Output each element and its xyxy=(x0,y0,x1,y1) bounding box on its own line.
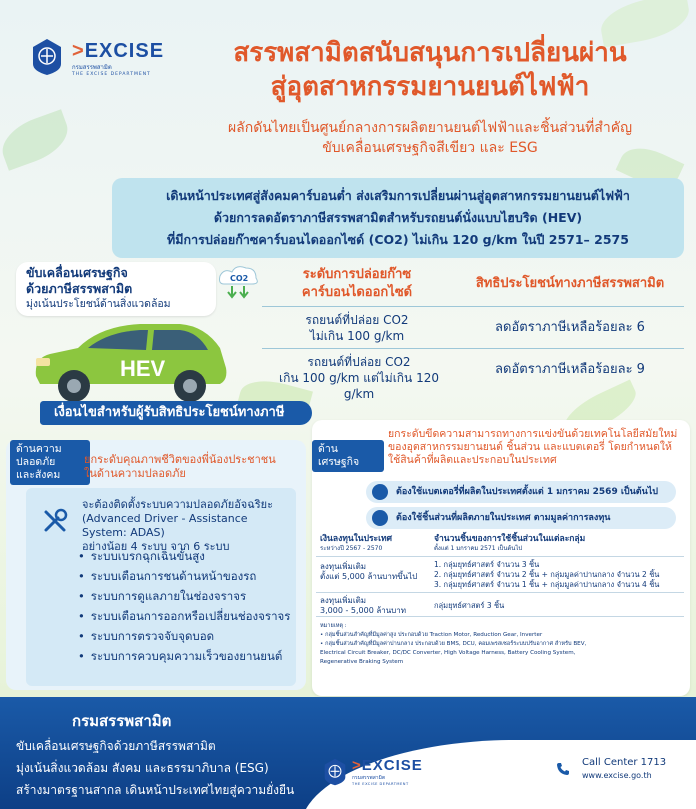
parts-row-2: กลุ่มยุทธ์ศาสตร์ 3 ชิ้น xyxy=(434,601,505,610)
battery-icon xyxy=(372,484,388,500)
list-item: • ระบบการควบคุมความเร็วของยานยนต์ xyxy=(78,646,298,666)
note-line: หมายเหตุ : xyxy=(320,623,347,629)
list-item: • ระบบการตรวจจับจุดบอด xyxy=(78,626,298,646)
parts-subheader: ตั้งแต่ 1 มกราคม 2571 เป็นต้นไป xyxy=(434,545,523,552)
investment-row-2-line-2: 3,000 - 5,000 ล้านบาท xyxy=(320,606,407,615)
social-tag-line-1: ด้านความปลอดภัย xyxy=(16,443,62,468)
page-subtitle xyxy=(180,118,680,158)
economic-heading-line-3: ใช้สินค้าที่ผลิตและประกอบในประเทศ xyxy=(388,454,557,466)
parts-icon xyxy=(372,510,388,526)
emission-header-benefit: สิทธิประโยชน์ทางภาษีสรรพสามิต xyxy=(475,276,665,291)
co2-icon xyxy=(216,262,262,302)
intro-line-2: ด้วยการลดอัตราภาษีสรรพสามิตสำหรับรถยนต์นั่งแบบไฮบริด (HEV) xyxy=(213,210,583,225)
social-tag xyxy=(10,440,90,485)
list-item: • ระบบเตือนการชนด้านหน้าของรถ xyxy=(78,566,298,586)
emission-level-1-line-2: ไม่เกิน 100 g/km xyxy=(309,329,405,343)
subtitle-line-1: ผลักดันไทยเป็นศูนย์กลางการผลิตยานยนต์ไฟฟ้าและชิ้นส่วนที่สำคัญ xyxy=(227,120,633,136)
footer-logo-text-main: >EXCISE xyxy=(352,757,423,774)
logo-text-thai: กรมสรรพสามิต xyxy=(72,64,112,71)
investment-row-1 xyxy=(320,562,430,582)
adas-line-3: อย่างน้อย 4 ระบบ จาก 6 ระบบ xyxy=(82,540,230,553)
note-line: Regenerative Braking System xyxy=(320,659,404,665)
footer-line-1: ขับเคลื่อนเศรษฐกิจด้วยภาษีสรรพสามิต xyxy=(16,739,216,753)
call-center[interactable]: Call Center 1713 xyxy=(582,757,667,768)
speech-line-1: ขับเคลื่อนเศรษฐกิจ xyxy=(26,265,128,280)
investment-row-1-line-2: ตั้งแต่ 5,000 ล้านบาทขึ้นไป xyxy=(320,572,418,581)
speech-bubble xyxy=(16,262,216,316)
economic-notes xyxy=(320,622,680,667)
speech-line-3: มุ่งเน้นประโยชน์ด้านสิ่งแวดล้อม xyxy=(26,298,171,310)
battery-requirement-text: ต้องใช้แบตเตอรี่ที่ผลิตในประเทศตั้งแต่ 1 มกราคม 2569 เป็นต้นไป xyxy=(396,487,659,497)
title-line-1: สรรพสามิตสนับสนุนการเปลี่ยนผ่าน xyxy=(233,38,627,68)
emission-level-1-line-1: รถยนต์ที่ปล่อย CO2 xyxy=(305,313,409,327)
intro-box xyxy=(112,178,684,258)
emission-benefit-1: ลดอัตราภาษีเหลือร้อยละ 6 xyxy=(495,320,645,335)
phone-icon xyxy=(556,762,570,776)
parts-row-1 xyxy=(434,560,684,590)
hev-car-illustration xyxy=(30,318,230,408)
title-line-2: สู่อุตสาหกรรมยานยนต์ไฟฟ้า xyxy=(270,72,590,102)
logo-text-main: >EXCISE xyxy=(72,40,165,62)
investment-header: เงินลงทุนในประเทศ xyxy=(320,534,393,544)
table-divider xyxy=(316,592,684,593)
economic-tag: ด้านเศรษฐกิจ xyxy=(312,440,384,472)
excise-logo xyxy=(72,40,172,76)
parts-requirement-text: ต้องใช้ชิ้นส่วนที่ผลิตภายในประเทศ ตามมูลค่าการลงทุน xyxy=(396,513,611,523)
list-item: • ระบบการดูแลภายในช่องจราจร xyxy=(78,586,298,606)
intro-line-3: ที่มีการปล่อยก๊าซคาร์บอนไดออกไซด์ (CO2) ไม่เกิน 120 g/km ในปี 2571– 2575 xyxy=(167,232,629,247)
investment-subheader: ระหว่างปี 2567 - 2570 xyxy=(320,545,383,552)
footer-logo-text-en: THE EXCISE DEPARTMENT xyxy=(352,782,409,786)
note-line: • กลุ่มชิ้นส่วนสำคัญที่มีมูลค่าสูง ประกอบด้วย Traction Motor, Reduction Gear, Inverter xyxy=(320,632,543,638)
footer-logo-text-thai: กรมสรรพสามิต xyxy=(352,775,386,781)
adas-line-1: จะต้องติดตั้งระบบความปลอดภัยอัจฉริยะ xyxy=(82,498,273,511)
website-link[interactable]: www.excise.go.th xyxy=(582,771,652,780)
conditions-banner: เงื่อนไขสำหรับผู้รับสิทธิประโยชน์ทางภาษี xyxy=(40,401,312,425)
emission-header-level-line-2: คาร์บอนไดออกไซด์ xyxy=(301,285,413,300)
footer-excise-logo xyxy=(352,757,422,786)
subtitle-line-2: ขับเคลื่อนเศรษฐกิจสีเขียว และ ESG xyxy=(322,140,538,156)
page-title xyxy=(180,36,680,104)
tools-icon xyxy=(40,506,70,536)
emission-level-2 xyxy=(262,354,456,402)
social-heading xyxy=(84,453,294,481)
parts-requirement xyxy=(366,507,676,529)
emission-level-2-line-1: รถยนต์ที่ปล่อย CO2 xyxy=(307,355,411,369)
parts-row-1-item-1: 1. กลุ่มยุทธ์ศาสตร์ จำนวน 3 ชิ้น xyxy=(434,560,540,569)
social-heading-line-2: ในด้านความปลอดภัย xyxy=(84,467,186,480)
table-divider xyxy=(316,556,684,557)
investment-row-1-line-1: ลงทุนเพิ่มเติม xyxy=(320,562,367,571)
economic-heading xyxy=(388,428,684,467)
excise-seal-icon xyxy=(30,38,64,76)
social-tag-line-2: และสังคม xyxy=(16,469,61,481)
list-item: • ระบบเบรกฉุกเฉินขั้นสูง xyxy=(78,546,298,566)
table-divider xyxy=(262,348,684,349)
emission-level-2-line-2: เกิน 100 g/km แต่ไม่เกิน 120 g/km xyxy=(279,371,439,401)
intro-line-1: เดินหน้าประเทศสู่สังคมคาร์บอนต่ำ ส่งเสริมการเปลี่ยนผ่านสู่อุตสาหกรรมยานยนต์ไฟฟ้า xyxy=(166,188,630,203)
parts-row-1-item-3: 3. กลุ่มยุทธ์ศาสตร์ จำนวน 1 ชิ้น + กลุ่มมูลค่าปานกลาง จำนวน 4 ชิ้น xyxy=(434,580,660,589)
social-heading-line-1: ยกระดับคุณภาพชีวิตของพี่น้องประชาชน xyxy=(84,453,276,466)
parts-row-1-item-2: 2. กลุ่มยุทธ์ศาสตร์ จำนวน 2 ชิ้น + กลุ่มมูลค่าปานกลาง จำนวน 2 ชิ้น xyxy=(434,570,660,579)
table-divider xyxy=(316,616,684,617)
adas-line-2: (Advanced Driver - Assistance System: ADAS) xyxy=(82,512,248,539)
emission-benefit-2: ลดอัตราภาษีเหลือร้อยละ 9 xyxy=(495,362,645,377)
footer-title: กรมสรรพสามิต xyxy=(72,712,172,730)
adas-system-list xyxy=(78,546,298,666)
footer-line-2: มุ่งเน้นสิ่งแวดล้อม สังคม และธรรมาภิบาล (ESG) xyxy=(16,761,269,775)
excise-seal-icon xyxy=(322,758,348,786)
list-item: • ระบบเตือนการออกหรือเปลี่ยนช่องจราจร xyxy=(78,606,298,626)
investment-row-2 xyxy=(320,596,430,616)
logo-text-en: THE EXCISE DEPARTMENT xyxy=(72,72,151,77)
leaf-decoration xyxy=(0,109,75,171)
speech-line-2: ด้วยภาษีสรรพสามิต xyxy=(26,281,133,296)
note-line: • กลุ่มชิ้นส่วนสำคัญที่มีมูลค่าปานกลาง ประกอบด้วย BMS, DCU, คอมเพรสเซอร์ระบบปรับอากาศ สำหรับ BEV, xyxy=(320,641,587,647)
note-line: Electrical Circuit Breaker, DC/DC Converter, High Voltage Harness, Battery Cooling System, xyxy=(320,650,576,656)
footer-line-3: สร้างมาตรฐานสากล เดินหน้าประเทศไทยสู่ความยั่งยืน xyxy=(16,783,295,797)
car-label: HEV xyxy=(120,356,166,381)
economic-heading-line-2: ของอุตสาหกรรมยานยนต์ ชิ้นส่วน และแบตเตอรี่ โดยกำหนดให้ xyxy=(388,441,672,453)
emission-header-level-line-1: ระดับการปล่อยก๊าซ xyxy=(302,267,412,282)
investment-row-2-line-1: ลงทุนเพิ่มเติม xyxy=(320,596,367,605)
parts-header: จำนวนชิ้นของการใช้ชิ้นส่วนในแต่ละกลุ่ม xyxy=(434,534,586,544)
table-divider xyxy=(262,306,684,307)
economic-heading-line-1: ยกระดับขีดความสามารถทางการแข่งขันด้วยเทคโนโลยีสมัยใหม่ xyxy=(388,428,678,440)
emission-header-level xyxy=(262,266,452,302)
co2-icon-label: CO2 xyxy=(230,274,249,283)
arrow-down-icon xyxy=(228,286,236,297)
battery-requirement xyxy=(366,481,676,503)
emission-level-1 xyxy=(262,312,452,344)
